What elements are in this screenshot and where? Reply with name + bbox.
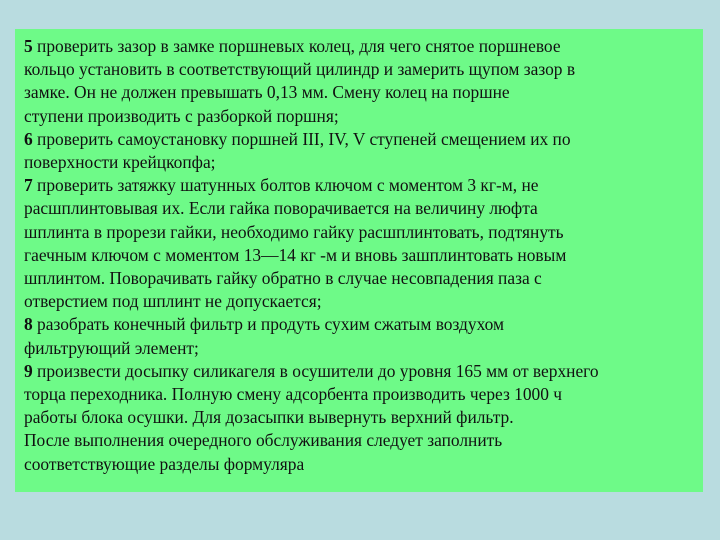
line-text: ступени производить с разборкой поршня; bbox=[24, 105, 339, 126]
text-line bbox=[24, 197, 695, 220]
text-line bbox=[24, 290, 695, 313]
text-line bbox=[24, 128, 695, 151]
text-line bbox=[24, 267, 695, 290]
line-text: торца переходника. Полную смену адсорбента производить через 1000 ч bbox=[24, 384, 563, 405]
line-text: расшплинтовывая их. Если гайка поворачивается на величину люфта bbox=[24, 198, 538, 219]
line-text: проверить самоустановку поршней III, IV, V ступеней смещением их по bbox=[32, 128, 571, 149]
text-line bbox=[24, 337, 695, 360]
line-text: работы блока осушки. Для дозасыпки вывернуть верхний фильтр. bbox=[24, 407, 514, 428]
text-line bbox=[24, 81, 695, 104]
text-line bbox=[24, 244, 695, 267]
text-line bbox=[24, 58, 695, 81]
line-text: шплинтом. Поворачивать гайку обратно в случае несовпадения паза с bbox=[24, 268, 542, 289]
line-text: поверхности крейцкопфа; bbox=[24, 152, 216, 173]
line-text: кольцо установить в соответствующий цилиндр и замерить щупом зазор в bbox=[24, 59, 576, 80]
line-text: шплинта в прорези гайки, необходимо гайку расшплинтовать, подтянуть bbox=[24, 221, 564, 242]
line-text: фильтрующий элемент; bbox=[24, 337, 199, 358]
text-line bbox=[24, 174, 695, 197]
line-text: проверить зазор в замке поршневых колец, для чего снятое поршневое bbox=[32, 36, 561, 56]
text-line bbox=[24, 360, 695, 383]
line-text: гаечным ключом с моментом 13—14 кг -м и вновь зашплинтовать новым bbox=[24, 244, 567, 265]
step-number: 7 bbox=[24, 175, 33, 196]
line-text: После выполнения очередного обслуживания следует заполнить bbox=[24, 430, 503, 451]
text-line bbox=[24, 105, 695, 128]
step-number: 9 bbox=[24, 360, 33, 381]
text-line bbox=[24, 453, 695, 476]
text-line bbox=[24, 406, 695, 429]
text-line bbox=[24, 221, 695, 244]
line-text: разобрать конечный фильтр и продуть сухим сжатым воздухом bbox=[32, 314, 504, 335]
step-number: 6 bbox=[24, 128, 33, 149]
text-line bbox=[24, 383, 695, 406]
text-panel bbox=[15, 29, 703, 492]
line-text: замке. Он не должен превышать 0,13 мм. Смену колец на поршне bbox=[24, 82, 510, 103]
step-number: 8 bbox=[24, 314, 33, 335]
text-line bbox=[24, 151, 695, 174]
line-text: отверстием под шплинт не допускается; bbox=[24, 291, 322, 312]
text-line bbox=[24, 35, 695, 58]
step-number: 5 bbox=[24, 36, 33, 56]
line-text: проверить затяжку шатунных болтов ключом с моментом 3 кг-м, не bbox=[32, 175, 539, 196]
line-text: произвести досыпку силикагеля в осушители до уровня 165 мм от верхнего bbox=[32, 360, 599, 381]
text-line bbox=[24, 429, 695, 452]
line-text: соответствующие разделы формуляра bbox=[24, 453, 305, 474]
text-line bbox=[24, 313, 695, 336]
